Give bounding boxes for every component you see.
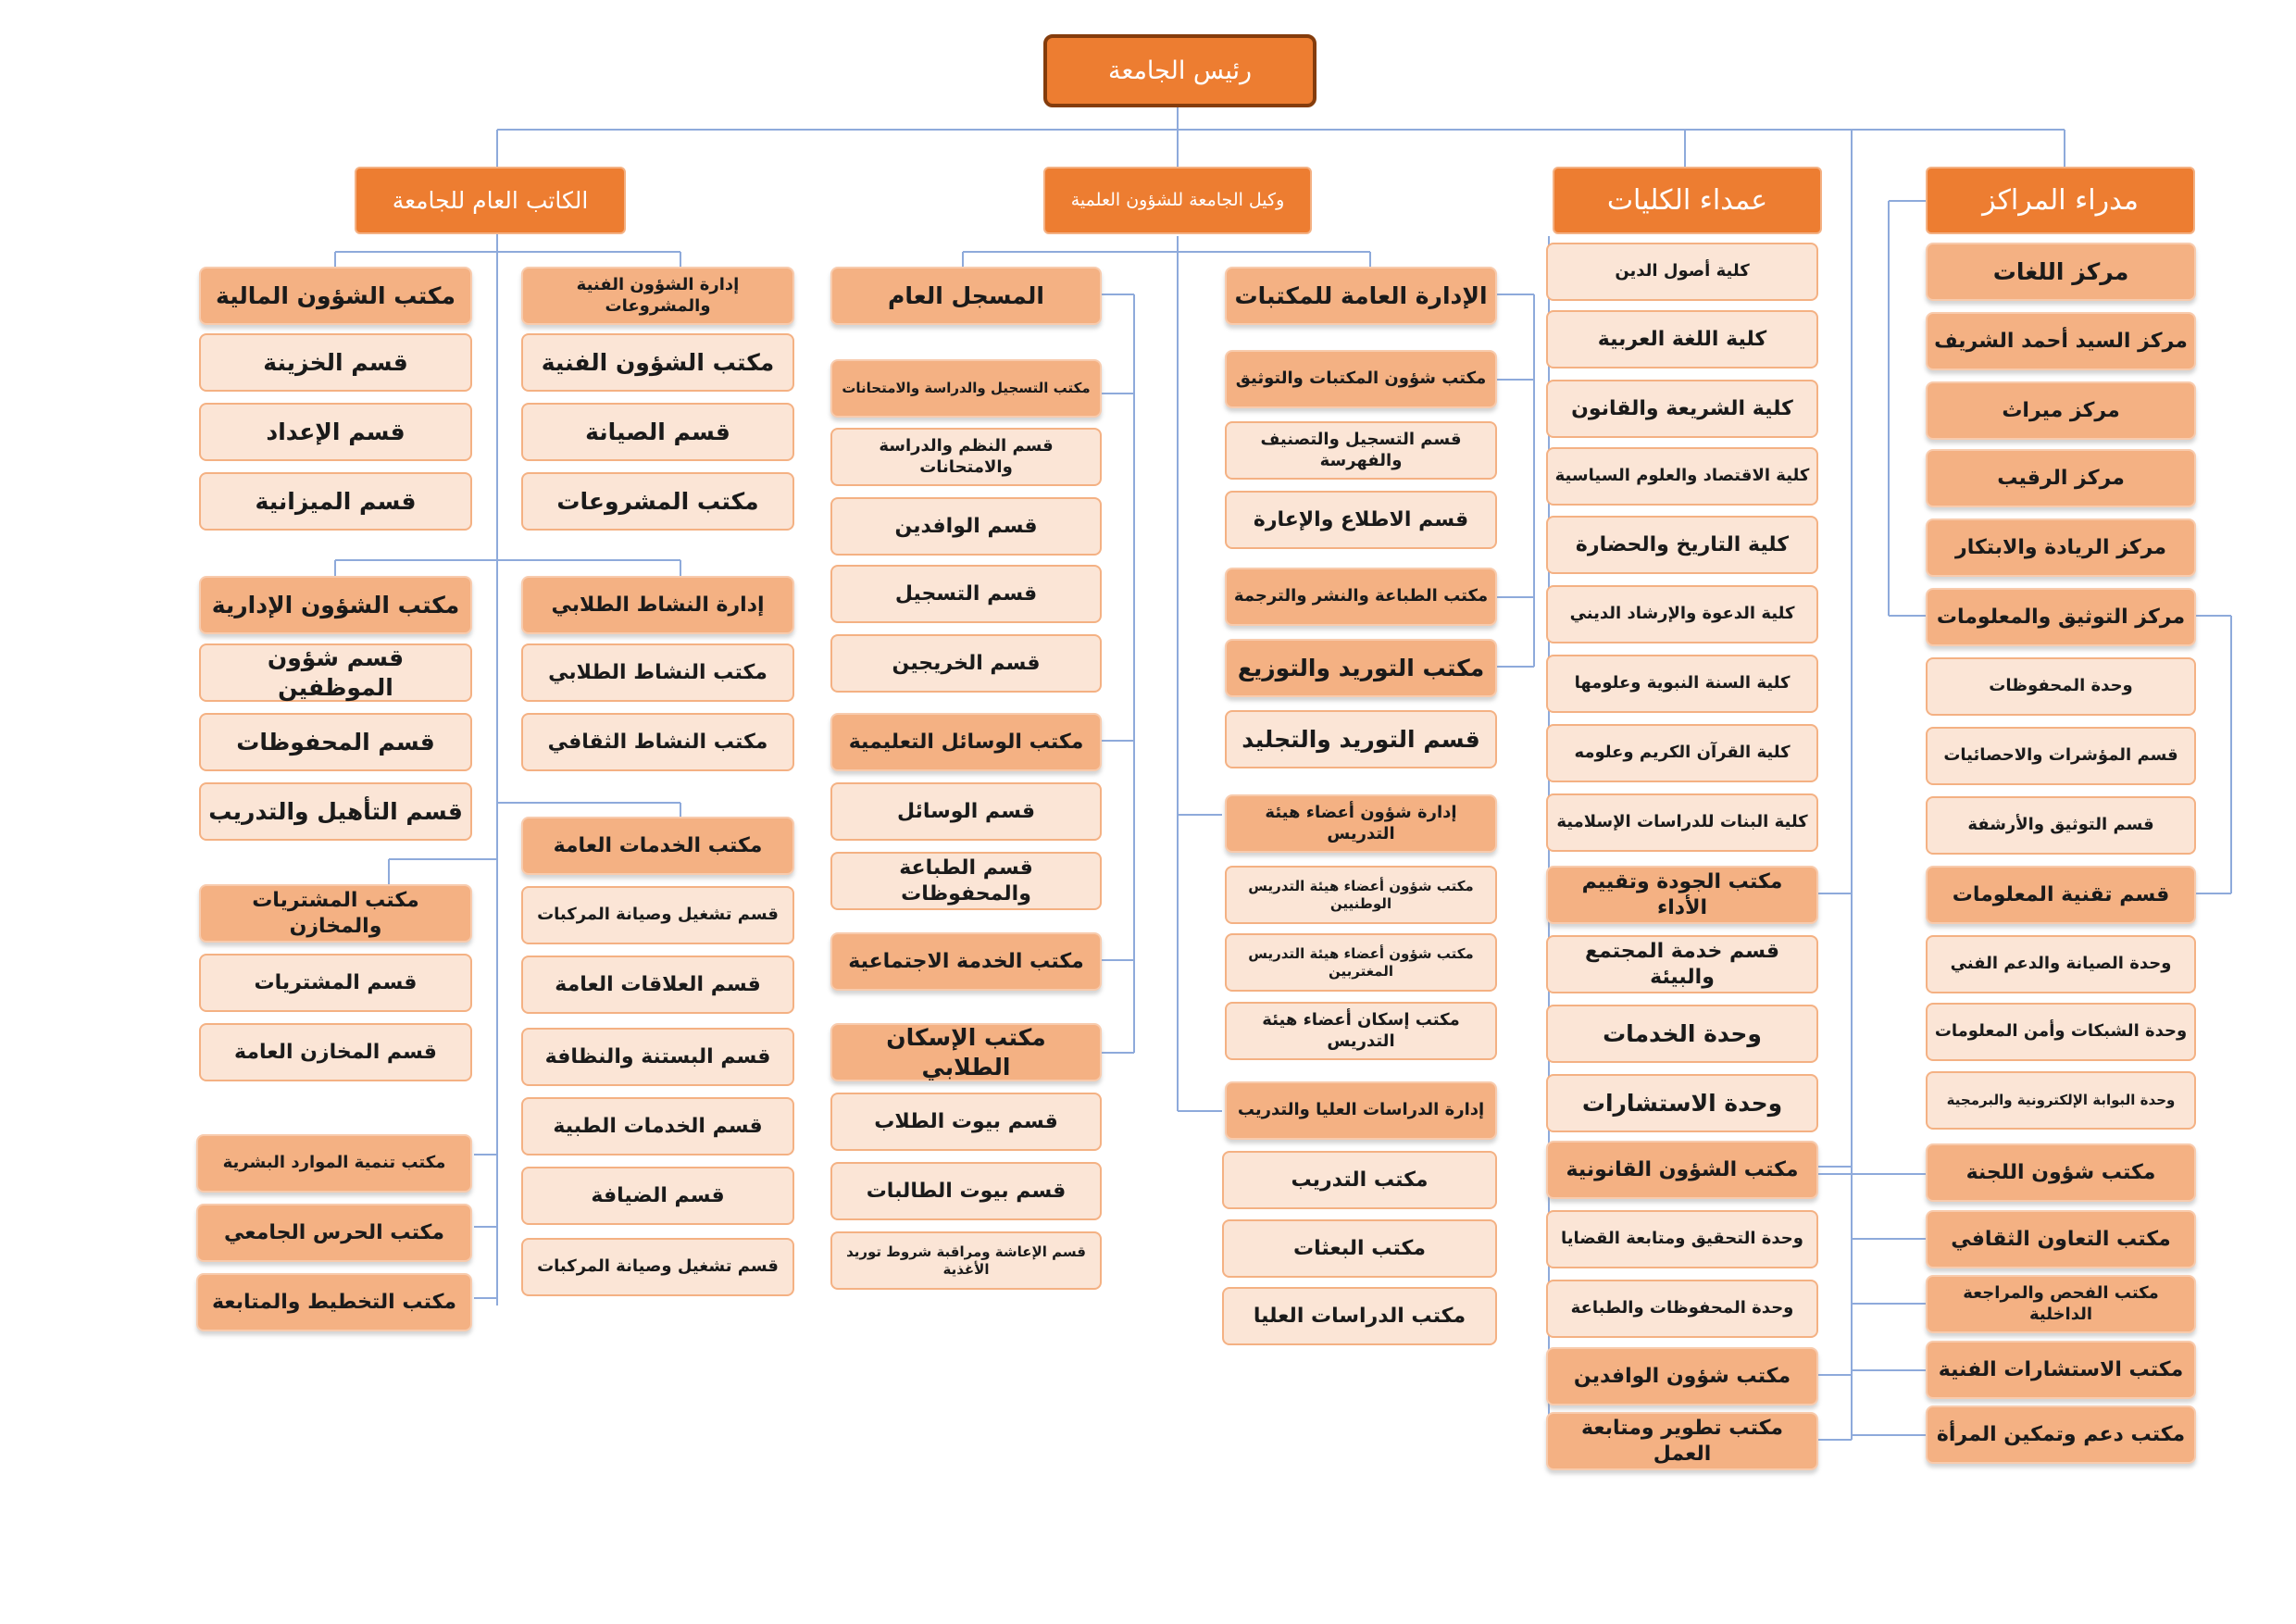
- center-languages: مركز اللغات: [1926, 243, 2196, 301]
- office-quality: مكتب الجودة وتقييم الأداء: [1546, 866, 1818, 924]
- office-planning-followup: مكتب التخطيط والمتابعة: [196, 1273, 472, 1331]
- center-documentation: مركز التوثيق والمعلومات: [1926, 588, 2196, 646]
- section-vehicle-ops-2: قسم تشغيل وصيانة المركبات: [521, 1238, 794, 1296]
- college-economics-politics: كلية الاقتصاد والعلوم السياسية: [1546, 447, 1818, 506]
- section-systems-exams: قسم النظم والدراسة والامتحانات: [830, 428, 1102, 486]
- office-scholarships: مكتب البعثات: [1222, 1219, 1497, 1278]
- section-lending: قسم الاطلاع والإعارة: [1225, 491, 1497, 549]
- dept-student-activity: إدارة النشاط الطلابي: [521, 576, 794, 634]
- office-cultural-cooperation: مكتب التعاون الثقافي: [1926, 1210, 2196, 1268]
- section-documentation-archiving: قسم التوثيق والأرشفة: [1926, 796, 2196, 855]
- office-student-housing: مكتب الإسكان الطلابي: [830, 1023, 1102, 1081]
- section-catering: قسم الإعاشة ومراقبة شروط توريد الأغذية: [830, 1231, 1102, 1290]
- section-archives: قسم المحفوظات: [199, 713, 472, 771]
- college-usul-aldin: كلية أصول الدين: [1546, 243, 1818, 301]
- unit-investigations: وحدة التحقيق ومتابعة القضايا: [1546, 1210, 1818, 1268]
- office-legal-affairs: مكتب الشؤون القانونية: [1546, 1141, 1818, 1199]
- root-president: رئيس الجامعة: [1043, 34, 1316, 107]
- office-work-development: مكتب تطوير ومتابعة العمل: [1546, 1412, 1818, 1470]
- head-centers: مدراء المراكز: [1926, 167, 2195, 234]
- dept-technical-projects: إدارة الشؤون الفنية والمشروعات: [521, 267, 794, 325]
- section-graduates: قسم الخريجين: [830, 634, 1102, 693]
- section-printing-archives: قسم الطباعة والمحفوظات: [830, 852, 1102, 910]
- section-employee-affairs: قسم شؤون الموظفين: [199, 643, 472, 702]
- center-raqib: مركز الرقيب: [1926, 449, 2196, 507]
- section-budget: قسم الميزانية: [199, 472, 472, 531]
- college-dawah: كلية الدعوة والإرشاد الديني: [1546, 585, 1818, 643]
- head-secretary-general: الكاتب العام للجامعة: [355, 167, 626, 234]
- office-postgrad-studies: مكتب الدراسات العليا: [1222, 1287, 1497, 1345]
- college-quran: كلية القرآن الكريم وعلومه: [1546, 724, 1818, 782]
- office-supply-distribution: مكتب التوريد والتوزيع: [1225, 639, 1497, 697]
- dept-libraries: الإدارة العامة للمكتبات: [1225, 267, 1497, 325]
- office-projects: مكتب المشروعات: [521, 472, 794, 531]
- section-general-stores: قسم المخازن العامة: [199, 1023, 472, 1081]
- section-purchases: قسم المشتريات: [199, 954, 472, 1012]
- office-expat-faculty: مكتب شؤون أعضاء هيئة التدريس المغتربين: [1225, 933, 1497, 992]
- section-registration: قسم التسجيل: [830, 565, 1102, 623]
- office-national-faculty: مكتب شؤون أعضاء هيئة التدريس الوطنيين: [1225, 866, 1497, 924]
- head-vice-president: وكيل الجامعة للشؤون العلمية: [1043, 167, 1312, 234]
- section-supply-binding: قسم التوريد والتجليد: [1225, 710, 1497, 768]
- unit-archives-printing: وحدة المحفوظات والطباعة: [1546, 1280, 1818, 1338]
- section-vehicle-ops-1: قسم تشغيل وصيانة المركبات: [521, 886, 794, 944]
- office-cultural-activity: مكتب النشاط الثقافي: [521, 713, 794, 771]
- office-internal-audit: مكتب الفحص والمراجعة الداخلية: [1926, 1275, 2196, 1333]
- head-deans: عمداء الكليات: [1553, 167, 1822, 234]
- office-financial: مكتب الشؤون المالية: [199, 267, 472, 325]
- unit-networks-security: وحدة الشبكات وأمن المعلومات: [1926, 1003, 2196, 1061]
- office-campus-guard: مكتب الحرس الجامعي: [196, 1204, 472, 1262]
- center-mirath: مركز ميراث: [1926, 381, 2196, 440]
- section-female-dorms: قسم بيوت الطالبات: [830, 1162, 1102, 1220]
- office-procurement-stores: مكتب المشتريات والمخازن: [199, 884, 472, 943]
- office-women-empowerment: مكتب دعم وتمكين المرأة: [1926, 1405, 2196, 1464]
- section-preparation: قسم الإعداد: [199, 403, 472, 461]
- section-international-students: قسم الوافدين: [830, 497, 1102, 556]
- office-technical-affairs: مكتب الشؤون الفنية: [521, 333, 794, 392]
- section-media: قسم الوسائل: [830, 782, 1102, 841]
- section-maintenance: قسم الصيانة: [521, 403, 794, 461]
- college-arabic: كلية اللغة العربية: [1546, 310, 1818, 369]
- section-male-dorms: قسم بيوت الطلاب: [830, 1093, 1102, 1151]
- center-sayed-ahmed: مركز السيد أحمد الشريف: [1926, 312, 2196, 370]
- college-women-islamic: كلية البنات للدراسات الإسلامية: [1546, 793, 1818, 852]
- office-library-affairs: مكتب شؤون المكتبات والتوثيق: [1225, 350, 1497, 408]
- registrar-general: المسجل العام: [830, 267, 1102, 325]
- college-sunnah: كلية السنة النبوية وعلومها: [1546, 655, 1818, 713]
- office-international-students: مكتب شؤون الوافدين: [1546, 1347, 1818, 1405]
- section-medical-services: قسم الخدمات الطبية: [521, 1097, 794, 1156]
- office-admin-affairs: مكتب الشؤون الإدارية: [199, 576, 472, 634]
- section-training: قسم التأهيل والتدريب: [199, 782, 472, 841]
- office-committee-affairs: مكتب شؤون اللجنة: [1926, 1143, 2196, 1202]
- unit-consulting: وحدة الاستشارات: [1546, 1074, 1818, 1132]
- office-hr-development: مكتب تنمية الموارد البشرية: [196, 1134, 472, 1193]
- unit-archives: وحدة المحفوظات: [1926, 657, 2196, 716]
- section-public-relations: قسم العلاقات العامة: [521, 956, 794, 1014]
- college-history: كلية التاريخ والحضارة: [1546, 516, 1818, 574]
- office-student-activity: مكتب النشاط الطلابي: [521, 643, 794, 702]
- office-social-service: مكتب الخدمة الاجتماعية: [830, 932, 1102, 991]
- section-hospitality: قسم الضيافة: [521, 1167, 794, 1225]
- section-gardening-cleaning: قسم البستنة والنظافة: [521, 1028, 794, 1086]
- office-faculty-housing: مكتب إسكان أعضاء هيئة التدريس: [1225, 1002, 1497, 1060]
- office-registration-exams: مكتب التسجيل والدراسة والامتحانات: [830, 359, 1102, 418]
- office-technical-consulting: مكتب الاستشارات الفنية: [1926, 1341, 2196, 1399]
- office-printing-publishing: مكتب الطباعة والنشر والترجمة: [1225, 568, 1497, 626]
- section-cataloging: قسم التسجيل والتصنيف والفهرسة: [1225, 421, 1497, 480]
- center-innovation: مركز الريادة والابتكار: [1926, 518, 2196, 577]
- unit-tech-support: وحدة الصيانة والدعم الفني: [1926, 935, 2196, 993]
- dept-faculty-affairs: إدارة شؤون أعضاء هيئة التدريس: [1225, 794, 1497, 853]
- section-it: قسم تقنية المعلومات: [1926, 866, 2196, 924]
- section-indicators-stats: قسم المؤشرات والاحصائيات: [1926, 727, 2196, 785]
- office-general-services: مكتب الخدمات العامة: [521, 817, 794, 875]
- office-training: مكتب التدريب: [1222, 1151, 1497, 1209]
- dept-postgrad-training: إدارة الدراسات العليا والتدريب: [1225, 1081, 1497, 1140]
- section-treasury: قسم الخزينة: [199, 333, 472, 392]
- office-educational-media: مكتب الوسائل التعليمية: [830, 713, 1102, 771]
- unit-e-portal: وحدة البوابة الإلكترونية والبرمجية: [1926, 1071, 2196, 1130]
- section-community-service: قسم خدمة المجتمع والبيئة: [1546, 935, 1818, 993]
- unit-services: وحدة الخدمات: [1546, 1005, 1818, 1063]
- college-sharia-law: كلية الشريعة والقانون: [1546, 380, 1818, 438]
